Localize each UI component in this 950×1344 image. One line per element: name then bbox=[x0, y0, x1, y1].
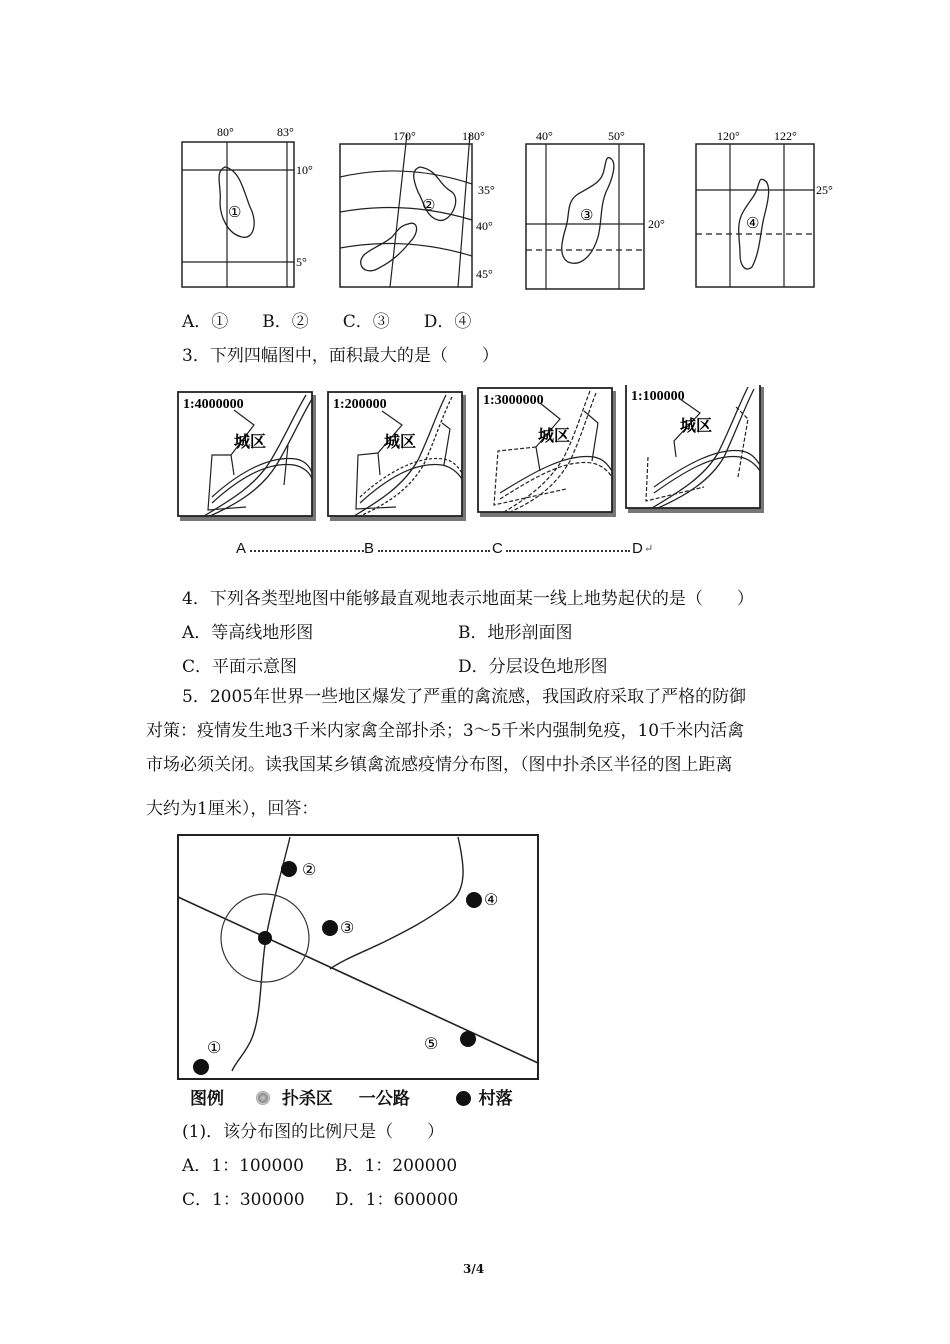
map2-lat1: 35° bbox=[478, 183, 495, 197]
map2-mark: ② bbox=[422, 198, 436, 214]
grid-map-1 bbox=[182, 125, 313, 287]
village-1-dot bbox=[193, 1059, 209, 1075]
dotted-leader-cd bbox=[506, 550, 630, 552]
scale-map-b-scale: 1:200000 bbox=[333, 397, 387, 412]
scale-map-c-scale: 1:3000000 bbox=[483, 393, 544, 408]
village-2-dot bbox=[281, 861, 297, 877]
q5-option-b: B．1：200000 bbox=[335, 1156, 458, 1176]
map2-lat2: 40° bbox=[476, 219, 493, 233]
legend-road: 一公路 bbox=[358, 1089, 410, 1109]
map3-lon2: 50° bbox=[608, 129, 625, 143]
map4-lat1: 25° bbox=[816, 183, 833, 197]
legend-village: 村落 bbox=[478, 1089, 513, 1109]
map1-mark: ① bbox=[228, 205, 242, 221]
scale-map-b bbox=[328, 392, 466, 521]
q3-question: 3．下列四幅图中，面积最大的是（ ） bbox=[182, 346, 499, 366]
latitude-longitude-maps bbox=[170, 122, 850, 297]
village-1-label: ① bbox=[207, 1040, 222, 1057]
legend-kill-zone: 扑杀区 bbox=[281, 1089, 333, 1109]
q4-option-c: C．平面示意图 bbox=[182, 657, 298, 677]
map3-mark: ③ bbox=[580, 208, 594, 224]
letter-c: C bbox=[492, 540, 503, 557]
scale-maps bbox=[176, 385, 776, 527]
map1-lon2: 83° bbox=[277, 125, 294, 139]
village-4-label: ④ bbox=[484, 892, 499, 909]
grid-map-4 bbox=[696, 129, 833, 287]
map2-lat3: 45° bbox=[476, 267, 493, 281]
village-3-dot bbox=[322, 920, 338, 936]
map1-lon1: 80° bbox=[217, 125, 234, 139]
scale-map-a-label: 城区 bbox=[234, 434, 267, 451]
legend-title: 图例 bbox=[190, 1089, 224, 1109]
scale-map-a bbox=[178, 392, 316, 521]
village-swatch-icon bbox=[456, 1091, 471, 1106]
grid-map-3 bbox=[526, 129, 665, 289]
scale-map-d-label: 城区 bbox=[680, 418, 713, 435]
q4-option-a: A．等高线地形图 bbox=[182, 623, 314, 643]
letter-a: A bbox=[236, 540, 247, 557]
letter-b: B bbox=[364, 540, 375, 557]
map2-lon1: 170° bbox=[393, 129, 416, 143]
q5-option-d: D．1：600000 bbox=[335, 1190, 459, 1210]
q3-letter-row bbox=[236, 540, 656, 560]
q5-line-3: 市场必须关闭。读我国某乡镇禽流感疫情分布图，（图中扑杀区半径的图上距离 bbox=[146, 755, 733, 775]
grid-map-2 bbox=[340, 129, 495, 287]
scale-map-b-label: 城区 bbox=[384, 434, 417, 451]
q5-line-4: 大约为1厘米），回答： bbox=[146, 799, 319, 819]
village-5-label: ⑤ bbox=[424, 1036, 439, 1053]
village-center bbox=[258, 931, 272, 945]
map4-lon1: 120° bbox=[717, 129, 740, 143]
map4-mark: ④ bbox=[746, 216, 760, 232]
map1-lat1: 10° bbox=[296, 163, 313, 177]
dotted-leader-bc bbox=[378, 550, 490, 552]
scale-map-c-label: 城区 bbox=[538, 428, 571, 445]
map1-lat2: 5° bbox=[296, 255, 307, 269]
q4-question: 4．下列各类型地图中能够最直观地表示地面某一线上地势起伏的是（ ） bbox=[182, 589, 754, 609]
scale-map-d-scale: 1:100000 bbox=[631, 389, 685, 404]
q4-option-d: D．分层设色地形图 bbox=[458, 657, 608, 677]
scale-map-c bbox=[478, 388, 616, 517]
scale-map-d bbox=[626, 385, 764, 513]
scale-map-a-scale: 1:4000000 bbox=[183, 397, 244, 412]
village-5-dot bbox=[460, 1031, 476, 1047]
map3-lat1: 20° bbox=[648, 217, 665, 231]
map2-lon2: 180° bbox=[462, 129, 485, 143]
map-legend bbox=[190, 1084, 513, 1108]
q5-line-1: 5．2005年世界一些地区爆发了严重的禽流感，我国政府采取了严格的防御 bbox=[182, 687, 747, 707]
q4-option-b: B．地形剖面图 bbox=[458, 623, 573, 643]
q2-options: A．① B．② C．③ D．④ bbox=[182, 312, 472, 332]
village-2-label: ② bbox=[302, 862, 317, 879]
q5-option-a: A．1：100000 bbox=[182, 1156, 304, 1176]
letter-d: D bbox=[632, 540, 643, 557]
kill-zone-swatch-icon bbox=[256, 1091, 270, 1105]
page-number: 3/4 bbox=[463, 1262, 485, 1276]
map3-lon1: 40° bbox=[536, 129, 553, 143]
village-4-dot bbox=[466, 892, 482, 908]
village-3-label: ③ bbox=[340, 920, 355, 937]
map4-lon2: 122° bbox=[774, 129, 797, 143]
q5-line-2: 对策：疫情发生地3千米内家禽全部扑杀；3～5千米内强制免疫，10千米内活禽 bbox=[146, 721, 745, 741]
epidemic-distribution-map bbox=[176, 833, 542, 1083]
dotted-leader-ab bbox=[250, 550, 364, 552]
paragraph-mark: ↵ bbox=[644, 542, 654, 555]
q5-sub1-question: (1)．该分布图的比例尺是（ ） bbox=[182, 1122, 445, 1142]
q5-option-c: C．1：300000 bbox=[182, 1190, 305, 1210]
